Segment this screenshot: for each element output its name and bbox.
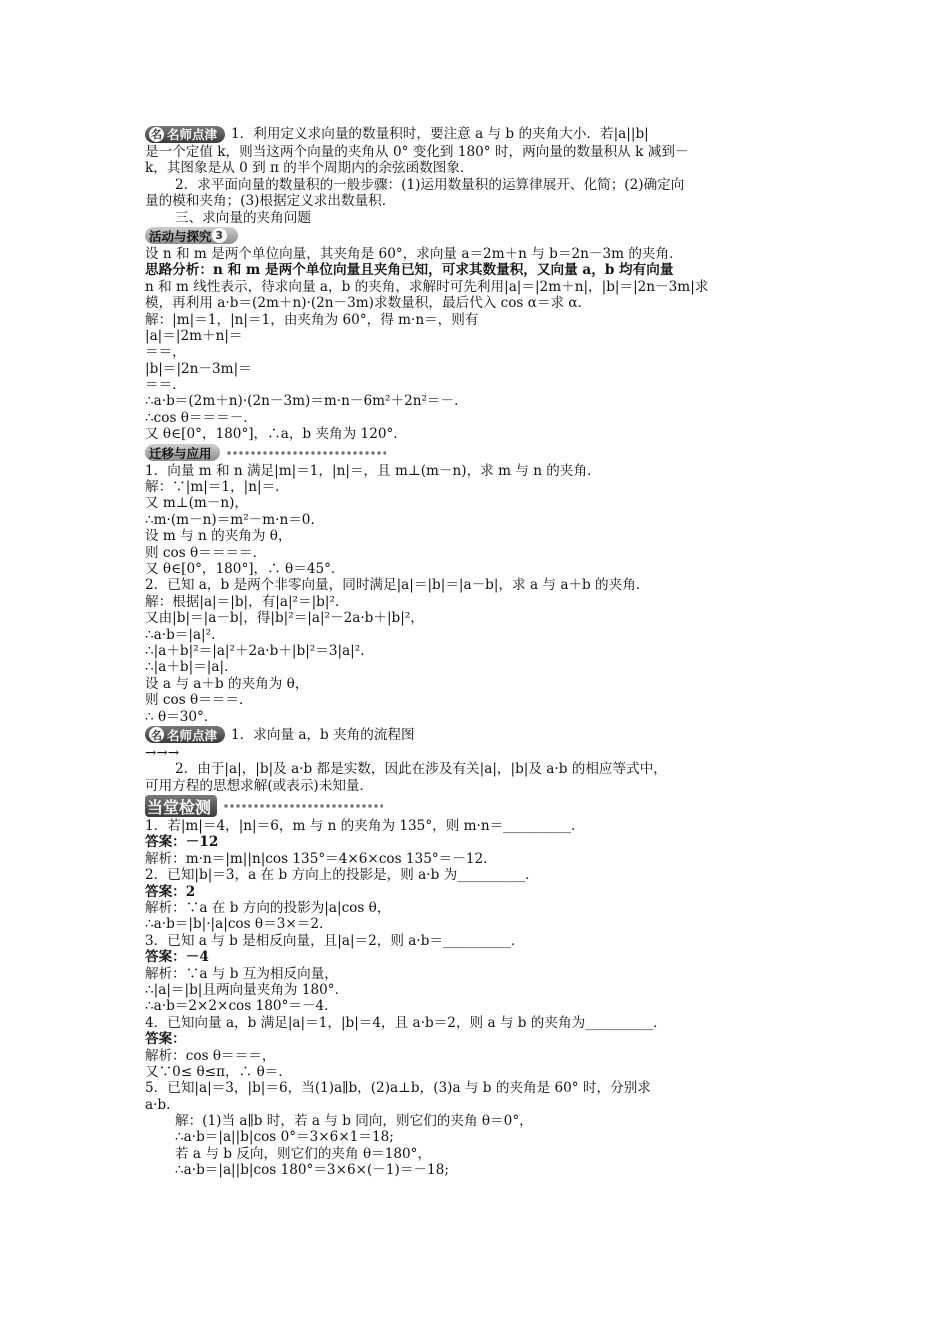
text-line: ∴|a＋b|＝|a|．: [145, 659, 238, 676]
text-line: 2．已知|b|＝3，a 在 b 方向上的投影是，则 a·b 为__________．: [145, 867, 539, 884]
text-line: 设 m 与 n 的夹角为 θ，: [145, 528, 292, 545]
text-line: 1．向量 m 和 n 满足|m|＝1，|n|＝，且 m⊥(m－n)，求 m 与 n 的夹角．: [145, 462, 601, 479]
text-line: 则 cos θ＝＝＝＝．: [145, 544, 267, 561]
transfer-label: 迁移与应用: [149, 445, 212, 461]
activity-label: 活动与探究: [149, 228, 212, 244]
text-line: 2．已知 a，b 是两个非零向量，同时满足|a|＝|b|＝|a－b|，求 a 与 a＋b 的夹角．: [145, 577, 650, 594]
text-line: 解：∵|m|＝1，|n|＝．: [145, 479, 289, 496]
text-line: ∴|a＋b|²＝|a|²＋2a·b＋|b|²＝3|a|².: [145, 642, 365, 659]
text-line: 又∵0≤ θ≤π，∴ θ＝．: [145, 1063, 292, 1080]
text-line: 2．求平面向量的数量积的一般步骤：(1)运用数量积的运算律展开、化简；(2)确定向: [175, 176, 685, 193]
text-line: |b|＝|2n－3m|＝: [145, 360, 252, 377]
text-line: 又由|b|＝|a－b|，得|b|²＝|a|²－2a·b＋|b|²，: [145, 610, 424, 627]
text-line: 又 m⊥(m－n)，: [145, 495, 249, 512]
text-line: 4．已知向量 a，b 满足|a|＝1，|b|＝4，且 a·b＝2，则 a 与 b 的夹角为__________．: [145, 1014, 667, 1031]
answer-line: 答案：－12: [145, 834, 219, 851]
text-line: 解析：m·n＝|m||n|cos 135°＝4×6×cos 135°＝－12.: [145, 850, 488, 867]
text-line: ∴a·b＝|b|·|a|cos θ＝3×＝2.: [145, 916, 324, 933]
text-line: 可用方程的思想求解(或表示)未知量．: [145, 777, 374, 794]
text-line: 1．利用定义求向量的数量积时，要注意 a 与 b 的夹角大小．若|a||b|: [231, 125, 649, 142]
text-line: ∴|a|＝|b|且两向量夹角为 180°．: [145, 981, 349, 998]
text-line: ∴a·b＝2×2×cos 180°＝－4.: [145, 998, 329, 1015]
text-line: ∴m·(m－n)＝m²－m·n＝0.: [145, 511, 315, 528]
text-line: ∴ θ＝30°．: [145, 708, 218, 725]
answer-line: 答案：－4: [145, 949, 209, 966]
text-line: ∴a·b＝|a||b|cos 0°＝3×6×1＝18;: [175, 1129, 394, 1146]
class-check-badge: [145, 795, 217, 817]
document-page: [145, 124, 810, 1179]
text-line: 思路分析：n 和 m 是两个单位向量且夹角已知，可求其数量积，又向量 a，b 均有向量: [145, 262, 674, 279]
text-line: 解析：∵a 与 b 互为相反向量，: [145, 965, 338, 982]
class-check-label: 当堂检测: [147, 797, 212, 817]
text-line: n 和 m 线性表示，待求向量 a，b 的夹角，求解时可先利用|a|＝|2m＋n|，|b|＝|2n－3m|求: [145, 278, 709, 295]
badge-label: 名师点津: [167, 127, 218, 142]
text-line: 解析：cos θ＝＝＝，: [145, 1047, 276, 1064]
badge-circle-icon: 名: [151, 128, 162, 141]
text-line: ＝＝，: [145, 344, 186, 361]
text-line: 又 θ∈[0°，180°]，∴a，b 夹角为 120°．: [145, 426, 407, 443]
text-line: k，其图象是从 0 到 π 的半个周期内的余弦函数图象．: [145, 160, 474, 177]
text-line: 2．由于|a|，|b|及 a·b 都是实数，因此在涉及有关|a|，|b|及 a·b 的相应等式中，: [175, 761, 667, 778]
text-line: ∴cos θ＝＝＝－．: [145, 409, 257, 426]
dotted-divider: [223, 803, 383, 809]
dotted-divider: [226, 450, 386, 456]
text-line: 1．求向量 a，b 夹角的流程图: [231, 726, 415, 743]
text-line: ＝＝．: [145, 377, 186, 394]
text-line: 1．若|m|＝4，|n|＝6，m 与 n 的夹角为 135°，则 m·n＝__________．: [145, 818, 585, 835]
teacher-note-badge: [145, 726, 225, 743]
text-line: 解：(1)当 a∥b 时，若 a 与 b 同向，则它们的夹角 θ＝0°，: [175, 1113, 533, 1130]
teacher-note-badge: [145, 126, 225, 143]
text-line: 又 θ∈[0°，180°]，∴ θ＝45°．: [145, 560, 345, 577]
text-line: 模，再利用 a·b＝(2m＋n)·(2n－3m)求数量积，最后代入 cos α＝求 α．: [145, 295, 592, 312]
answer-line: 答案：: [145, 1031, 186, 1048]
activity-row: [145, 226, 810, 246]
badge-label: 名师点津: [167, 727, 218, 743]
transfer-row: [145, 443, 810, 463]
section-heading: 三、求向量的夹角问题: [175, 209, 311, 226]
flow-arrows: →→→: [145, 744, 180, 761]
badge-circle-icon: 名: [151, 728, 162, 742]
text-line: a·b.: [145, 1096, 171, 1113]
text-line: 3．已知 a 与 b 是相反向量，且|a|＝2，则 a·b＝__________．: [145, 932, 525, 949]
text-line: ∴a·b＝|a||b|cos 180°＝3×6×(－1)＝－18;: [175, 1162, 449, 1179]
activity-number: 3: [212, 228, 227, 243]
text-line: |a|＝|2m＋n|＝: [145, 327, 243, 344]
teacher-note-row-2: [145, 725, 810, 745]
text-line: 解：根据|a|＝|b|，有|a|²＝|b|².: [145, 593, 340, 610]
teacher-note-row: [145, 124, 810, 144]
text-line: 5．已知|a|＝3，|b|＝6，当(1)a∥b，(2)a⊥b，(3)a 与 b 的夹角是 60° 时，分别求: [145, 1080, 651, 1097]
answer-line: 答案：2: [145, 883, 196, 900]
text-line: ∴a·b＝|a|².: [145, 626, 216, 643]
text-line: 设 a 与 a＋b 的夹角为 θ，: [145, 675, 309, 692]
text-line: 量的模和夹角；(3)根据定义求出数量积．: [145, 193, 396, 210]
text-line: 若 a 与 b 反向，则它们的夹角 θ＝180°，: [175, 1145, 432, 1162]
text-line: 解：|m|＝1，|n|＝1，由夹角为 60°，得 m·n＝，则有: [145, 311, 479, 328]
text-line: 则 cos θ＝＝＝．: [145, 692, 253, 709]
transfer-badge: [145, 444, 220, 461]
text-line: ∴a·b＝(2m＋n)·(2n－3m)＝m·n－6m²＋2n²＝－．: [145, 393, 468, 410]
text-line: 设 n 和 m 是两个单位向量，其夹角是 60°，求向量 a＝2m＋n 与 b＝2n－3m 的夹角．: [145, 245, 683, 262]
activity-badge: [145, 227, 238, 244]
text-line: 是一个定值 k，则当这两个向量的夹角从 0° 变化到 180° 时，两向量的数量积从 k 减到－: [145, 144, 689, 160]
text-line: 解析：∵a 在 b 方向的投影为|a|cos θ，: [145, 900, 391, 917]
class-check-row: [145, 794, 810, 818]
